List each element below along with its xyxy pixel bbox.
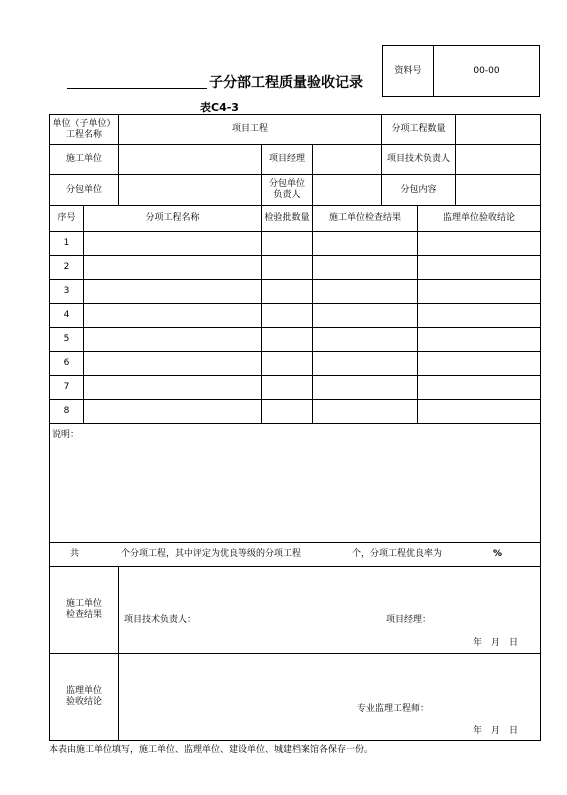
summary-text-1: 个分项工程，其中评定为优良等级的分项工程 <box>121 549 302 559</box>
table-row: 5 <box>63 334 70 344</box>
construction-tech-lead-label: 项目技术负责人： <box>124 615 197 625</box>
col-header-supervision-result: 监理单位验收结论 <box>442 213 515 223</box>
subcontract-lead-label: 分包单位 负责人 <box>268 179 305 200</box>
form-code: 表C4-3 <box>200 101 239 114</box>
construction-manager-label: 项目经理： <box>386 615 432 625</box>
table-row: 8 <box>63 406 70 416</box>
title-underline <box>67 88 207 89</box>
col-header-batch-count: 检验批数量 <box>264 213 310 223</box>
notes-label: 说明： <box>52 430 80 440</box>
col-header-seq: 序号 <box>57 213 76 223</box>
doc-no-value[interactable]: 00-00 <box>473 65 500 76</box>
unit-project-name-value[interactable]: 项目工程 <box>231 124 268 134</box>
col-header-name: 分项工程名称 <box>145 213 200 223</box>
project-manager-field[interactable] <box>313 145 381 174</box>
construction-check-label: 施工单位 检查结果 <box>65 599 102 620</box>
subcontract-unit-label: 分包单位 <box>65 184 102 195</box>
project-manager-label: 项目经理 <box>268 154 305 164</box>
table-row: 1 <box>63 238 70 248</box>
supervision-date[interactable]: 年 月 日 <box>473 726 519 736</box>
tech-lead-field[interactable] <box>456 145 540 174</box>
construction-date[interactable]: 年 月 日 <box>473 638 519 648</box>
page-title: 子分部工程质量验收记录 <box>209 75 363 91</box>
summary-total: 共 <box>70 549 80 559</box>
supervision-check-label: 监理单位 验收结论 <box>65 686 102 707</box>
table-row: 6 <box>63 358 70 368</box>
notes-field[interactable] <box>50 424 540 542</box>
table-row: 3 <box>63 286 70 296</box>
subcontract-unit-field[interactable] <box>119 175 261 205</box>
sub-count-label: 分项工程数量 <box>391 124 446 134</box>
unit-project-name-label: 单位（子单位） 工程名称 <box>52 118 116 140</box>
summary-percent: % <box>493 549 503 559</box>
subcontract-content-field[interactable] <box>456 175 540 205</box>
table-row: 2 <box>63 262 70 272</box>
footer-note: 本表由施工单位填写，施工单位、监理单位、建设单位、城建档案馆各保存一份。 <box>49 745 374 755</box>
col-header-construction-result: 施工单位检查结果 <box>328 213 401 223</box>
construction-unit-field[interactable] <box>119 145 261 174</box>
table-row: 7 <box>63 382 70 392</box>
subcontract-content-label: 分包内容 <box>400 184 437 195</box>
table-row: 4 <box>63 310 70 320</box>
doc-no-label: 资料号 <box>394 65 422 76</box>
tech-lead-label: 项目技术负责人 <box>386 154 450 164</box>
sub-count-field[interactable] <box>456 115 540 144</box>
subcontract-lead-field[interactable] <box>313 175 381 205</box>
supervision-engineer-label: 专业监理工程师： <box>357 704 430 714</box>
summary-text-2: 个，分项工程优良率为 <box>352 549 443 559</box>
construction-unit-label: 施工单位 <box>65 154 102 164</box>
